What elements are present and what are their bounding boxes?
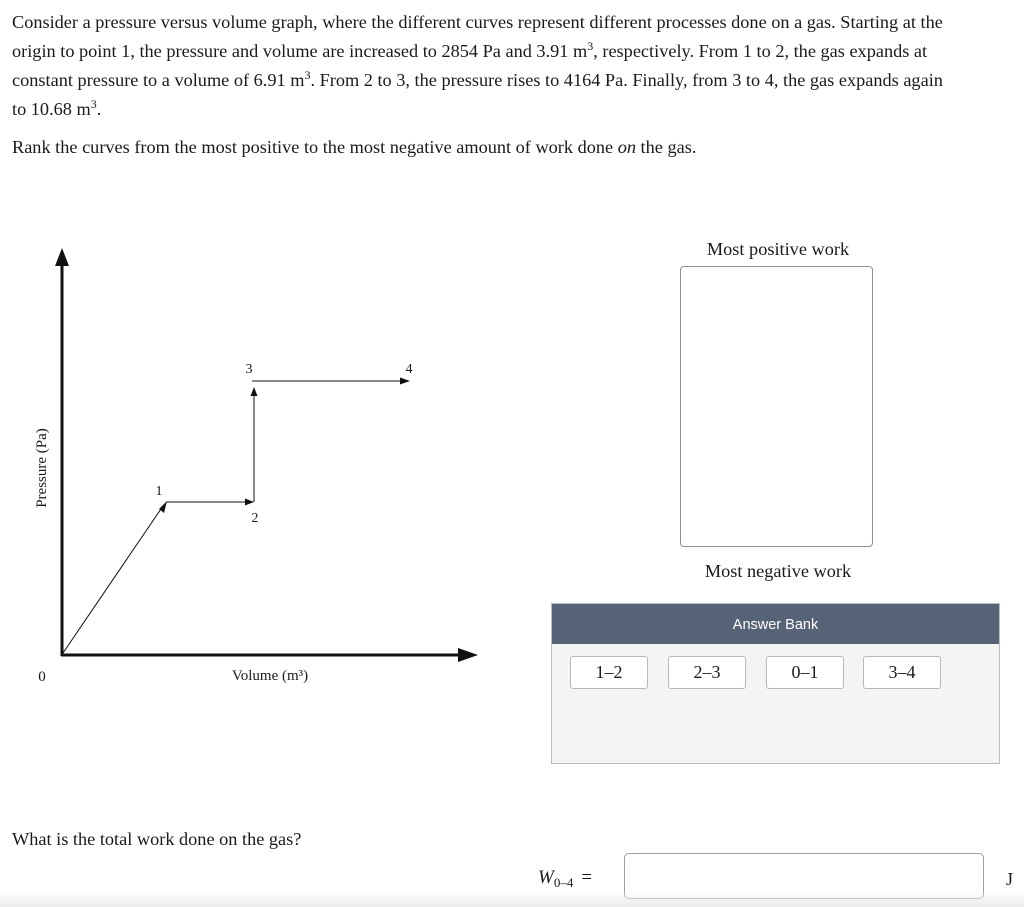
process-1-2-arrowhead (245, 499, 254, 506)
point-label-3: 3 (245, 362, 253, 377)
most-negative-label: Most negative work (704, 561, 852, 581)
ranking-drop-zone[interactable] (680, 266, 873, 547)
rank-text-before: Rank the curves from the most positive to the most negative amount of work done (12, 137, 618, 157)
origin-label: 0 (38, 669, 46, 685)
answer-item-2-3[interactable]: 2–3 (668, 656, 746, 689)
unit-label: J (1006, 869, 1014, 889)
problem-statement (12, 8, 1016, 124)
equals-sign: = (581, 867, 593, 888)
problem-line-2b: , respectively. From 1 to 2, the gas expands at (593, 41, 928, 61)
answer-item-0-1[interactable]: 0–1 (766, 656, 844, 689)
answer-bank-title: Answer Bank (552, 604, 999, 644)
most-positive-label: Most positive work (706, 239, 850, 259)
x-axis-arrowhead (458, 648, 478, 662)
problem-line-2a: origin to point 1, the pressure and volume are increased to 2854 Pa and 3.91 m (12, 41, 588, 61)
work-subscript: 0–4 (553, 875, 574, 890)
process-3-4-arrowhead (400, 378, 410, 385)
problem-line-4b: . (96, 99, 102, 119)
problem-line-1: Consider a pressure versus volume graph, where the different curves represent different processes done on a gas. Starting at the (12, 12, 943, 32)
rank-instruction (12, 137, 696, 158)
y-axis-arrowhead (55, 248, 69, 266)
exponent-3: 3 (90, 97, 97, 111)
point-label-4: 4 (405, 362, 413, 377)
work-symbol-label (538, 867, 592, 891)
process-0-1 (63, 506, 163, 653)
process-2-3-arrowhead (251, 387, 258, 396)
bottom-scroll-fade (0, 890, 1024, 907)
exponent-1: 3 (587, 39, 594, 53)
work-symbol: W (538, 867, 554, 888)
y-axis-label: Pressure (Pa) (34, 428, 50, 508)
problem-line-3a: constant pressure to a volume of 6.91 m (12, 70, 305, 90)
answer-bank[interactable] (551, 603, 1000, 764)
answer-item-3-4[interactable]: 3–4 (863, 656, 941, 689)
problem-line-4a: to 10.68 m (12, 99, 91, 119)
rank-text-emphasis: on (617, 137, 636, 157)
point-label-2: 2 (251, 511, 259, 526)
rank-text-after: the gas. (635, 137, 697, 157)
answer-item-1-2[interactable]: 1–2 (570, 656, 648, 689)
process-0-1-arrowhead (159, 501, 167, 513)
problem-line-3b: . From 2 to 3, the pressure rises to 4164 Pa. Finally, from 3 to 4, the gas expands again (310, 70, 943, 90)
x-axis-label: Volume (m³) (231, 668, 309, 684)
total-work-question: What is the total work done on the gas? (12, 829, 302, 849)
pv-graph (0, 230, 500, 700)
point-label-1: 1 (155, 484, 163, 499)
exponent-2: 3 (304, 68, 311, 82)
